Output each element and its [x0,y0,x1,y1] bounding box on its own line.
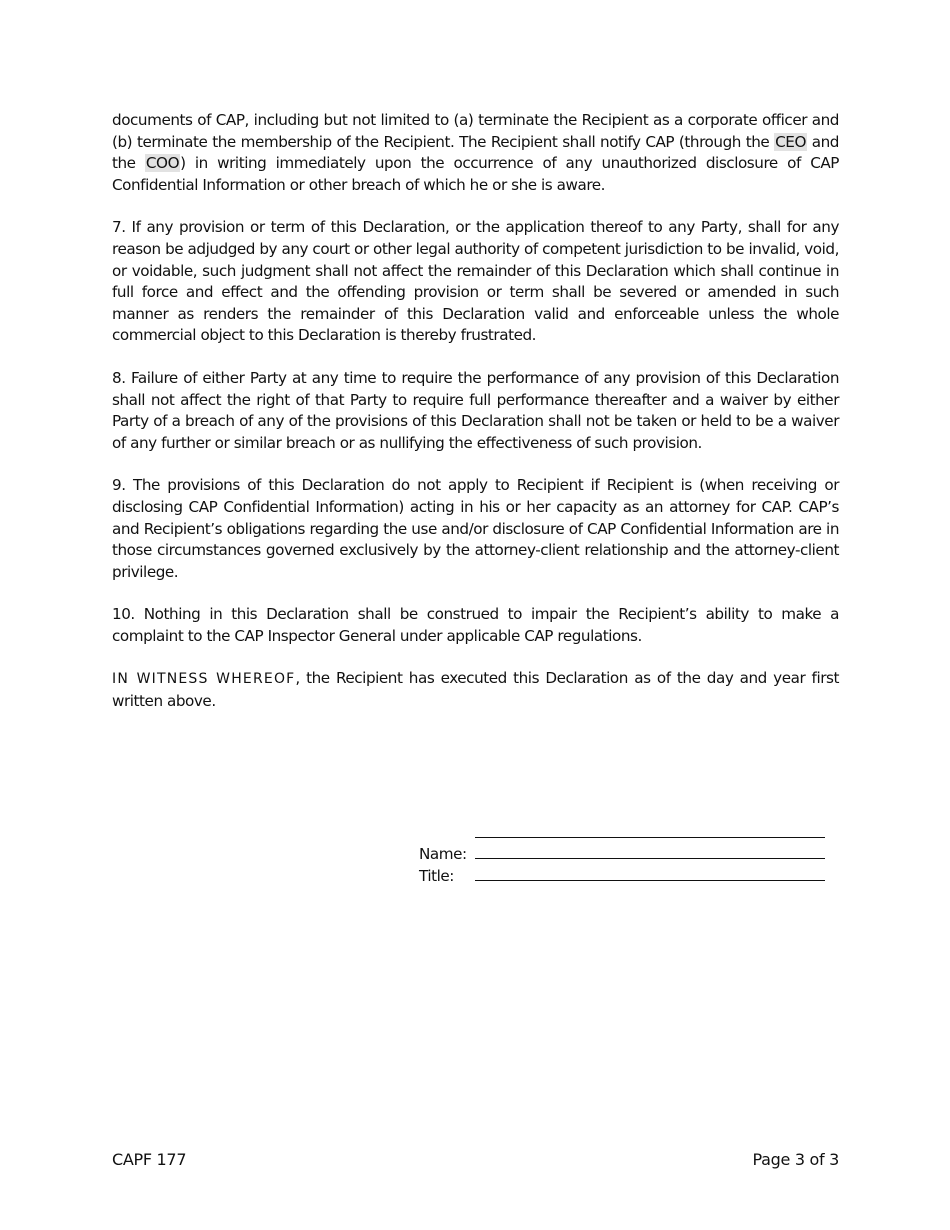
section-7-paragraph: 7. If any provision or term of this Declaration, or the application thereof to any Party, shall for any reason be adjudged by any court or other legal authority of competent jurisdiction to be invalid, void, or voidable, such judgment shall not affect the remainder of this Declaration which shall continue in full force and effect and the offending provision or term shall be severed or amended in such manner as renders the remainder of this Declaration valid and enforceable unless the whole commercial object to this Declaration is thereby frustrated. [112,218,839,345]
page-number: Page 3 of 3 [752,1150,839,1169]
form-id: CAPF 177 [112,1150,187,1169]
section-9-paragraph: 9. The provisions of this Declaration do not apply to Recipient if Recipient is (when receiving or disclosing CAP Confidential Information) acting in his or her capacity as an attorney for CAP. CAP’s and Recipient’s obligations regarding the use and/or disclosure of CAP Confidential Information are in those circumstances governed exclusively by the attorney-client relationship and the attorney-client privilege. [112,476,839,581]
title-label: Title: [419,866,454,885]
title-row [419,859,825,885]
name-label: Name: [419,845,467,863]
witness-text: , the Recipient has executed this Declaration as of the day and year first written above. [112,669,839,711]
title-line[interactable] [475,880,825,881]
section-8-paragraph: 8. Failure of either Party at any time to require the performance of any provision of this Declaration shall not affect the right of that Party to require full performance thereafter and a waiver by either Party of a breach of any of the provisions of this Declaration shall not be taken or held to be a waiver of any further or similar breach or as nullifying the effectiveness of such provision. [112,368,839,452]
ceo-highlight: CEO [775,132,806,151]
witness-lead: IN WITNESS WHEREOF [112,671,296,688]
coo-highlight: COO [145,154,180,173]
signature-block [419,816,825,885]
section-10-paragraph: 10. Nothing in this Declaration shall be construed to impair the Recipient’s ability to make a complaint to the CAP Inspector General under applicable CAP regulations. [112,605,839,645]
witness-paragraph [112,668,839,712]
continuation-paragraph [112,110,839,196]
signature-row [419,816,825,838]
name-row [419,838,825,863]
continuation-text-2: and the [112,132,839,173]
continuation-text-1: documents of CAP, including but not limited to (a) terminate the Recipient as a corporate officer and (b) terminate the membership of the Recipient. The Recipient shall notify CAP (through the [112,111,839,151]
document-body [112,110,839,734]
continuation-text-3: ) in writing immediately upon the occurrence of any unauthorized disclosure of CAP Confidential Information or other breach of which he or she is aware. [112,154,839,194]
